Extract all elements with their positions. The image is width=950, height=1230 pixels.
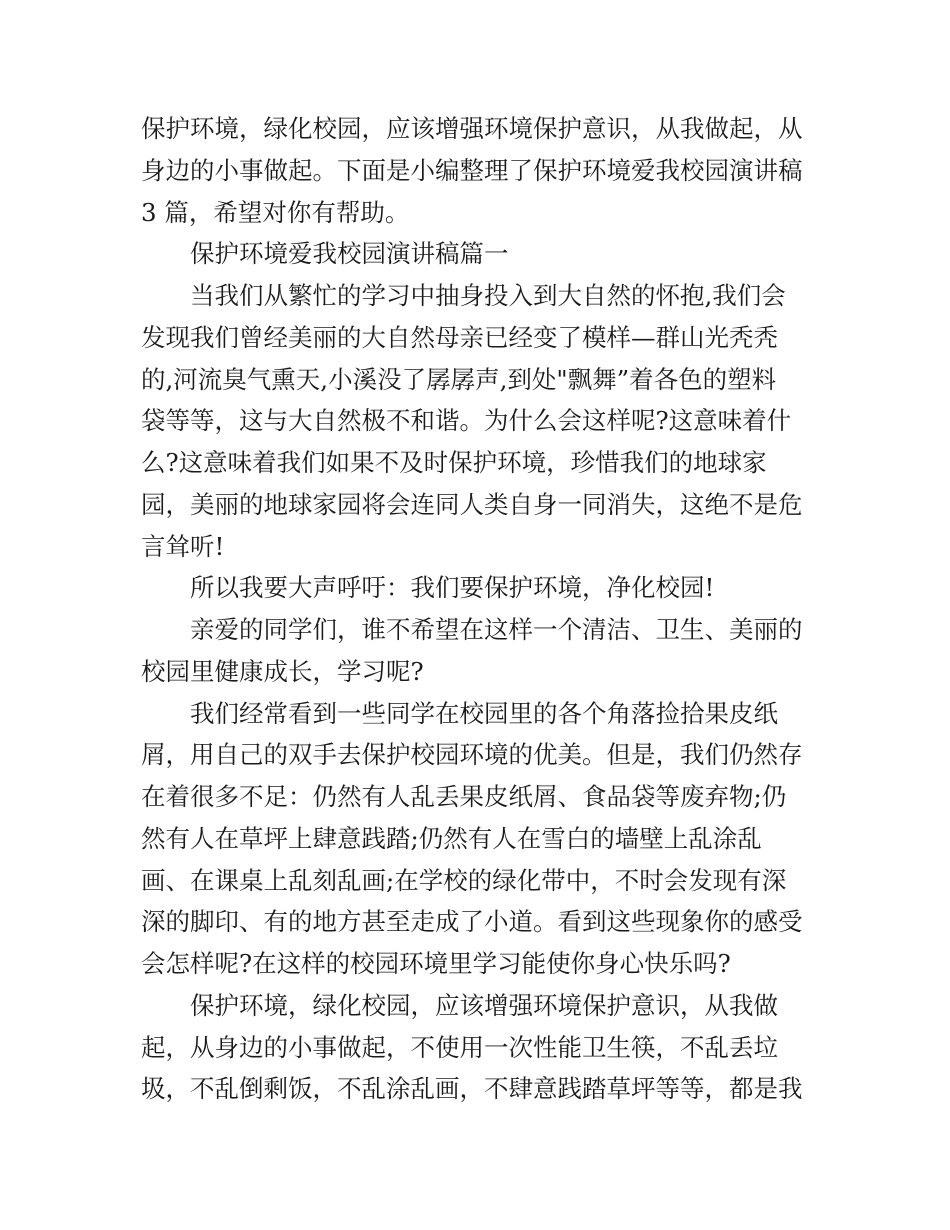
text-line: 的,河流臭气熏天,小溪没了孱孱声,到处"飘舞”着各色的塑料 bbox=[141, 364, 777, 394]
text-line: 保护环境，绿化校园，应该增强环境保护意识，从我做 bbox=[190, 990, 778, 1020]
text-line: 么?这意味着我们如果不及时保护环境，珍惜我们的地球家 bbox=[141, 448, 767, 477]
text-line: 袋等等，这与大自然极不和谐。为什么会这样呢?这意味着什 bbox=[141, 406, 792, 436]
text-line: 言耸听! bbox=[141, 531, 225, 561]
text-line: 保护环境，绿化校园，应该增强环境保护意识，从我做起，从 bbox=[141, 114, 803, 143]
text-line: 屑，用自己的双手去保护校园环境的优美。但是，我们仍然存 bbox=[141, 740, 803, 770]
text-line: 亲爱的同学们，谁不希望在这样一个清洁、卫生、美丽的 bbox=[190, 615, 803, 644]
text-line: 当我们从繁忙的学习中抽身投入到大自然的怀抱,我们会 bbox=[190, 281, 786, 310]
document-body bbox=[141, 108, 816, 1110]
text-line: 园，美丽的地球家园将会连同人类自身一同消失，这绝不是危 bbox=[141, 489, 803, 519]
section-heading: 保护环境爱我校园演讲稿篇一 bbox=[190, 239, 509, 269]
text-line: 在着很多不足：仍然有人乱丢果皮纸屑、食品袋等废弃物;仍 bbox=[141, 782, 787, 811]
text-line: 圾，不乱倒剩饭，不乱涂乱画，不肆意践踏草坪等等，都是我 bbox=[141, 1074, 803, 1104]
text-line: 起，从身边的小事做起，不使用一次性能卫生筷，不乱丢垃 bbox=[141, 1032, 778, 1062]
text-line: 画、在课桌上乱刻乱画;在学校的绿化带中，不时会发现有深 bbox=[141, 865, 787, 895]
text-line: 然有人在草坪上肆意践踏;仍然有人在雪白的墙壁上乱涂乱 bbox=[141, 823, 762, 853]
text-line: 我们经常看到一些同学在校园里的各个角落捡拾果皮纸 bbox=[190, 698, 778, 728]
text-line: 深的脚印、有的地方甚至走成了小道。看到这些现象你的感受 bbox=[141, 907, 803, 937]
text-line: 身边的小事做起。下面是小编整理了保护环境爱我校园演讲稿 bbox=[141, 155, 803, 185]
text-line: 会怎样呢?在这样的校园环境里学习能使你身心快乐吗? bbox=[141, 949, 731, 978]
text-line: 发现我们曾经美丽的大自然母亲已经变了模样—群山光秃秃 bbox=[141, 322, 778, 352]
text-line: 校园里健康成长，学习呢? bbox=[141, 656, 424, 686]
text-line: 3 篇，希望对你有帮助。 bbox=[141, 197, 410, 227]
text-line: 所以我要大声呼吁：我们要保护环境，净化校园! bbox=[190, 573, 715, 603]
